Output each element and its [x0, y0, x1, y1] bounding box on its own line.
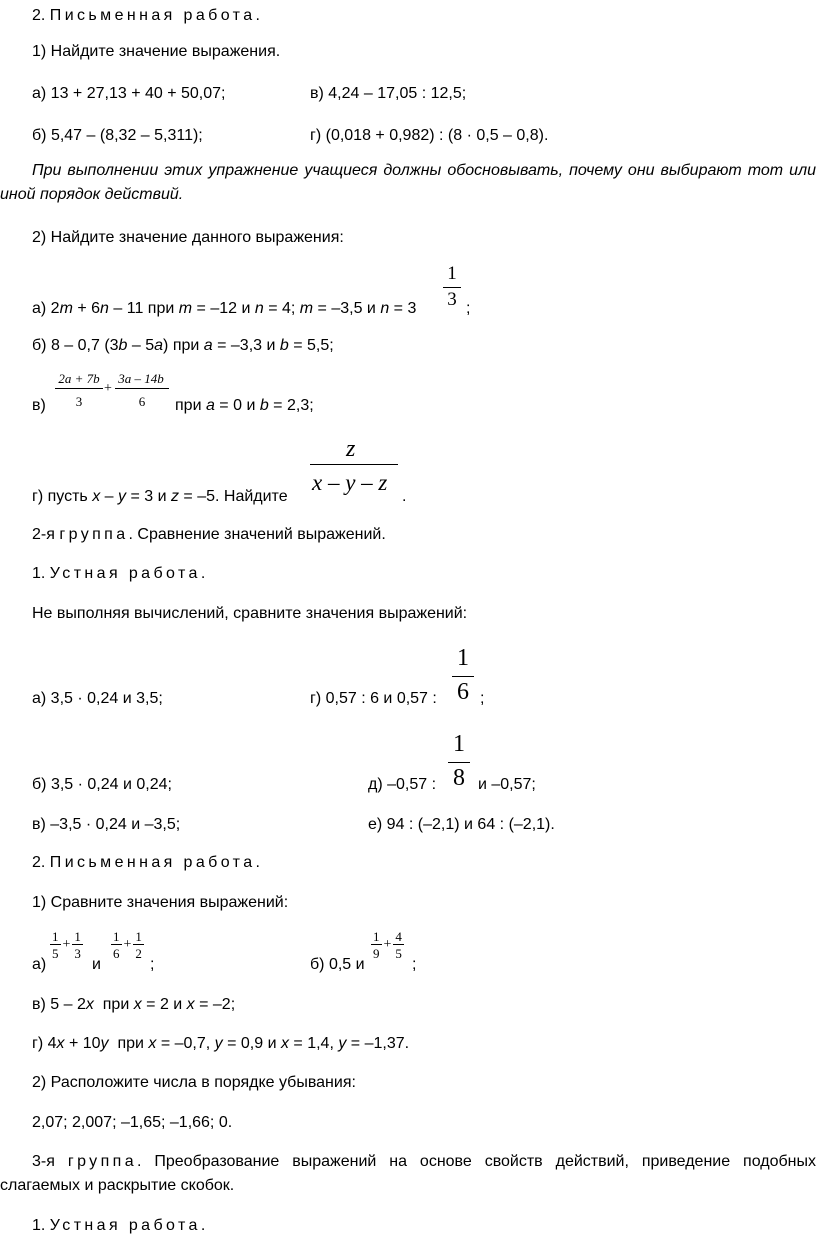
compare-item-g — [32, 1034, 409, 1054]
fraction-numerator: 1 — [52, 929, 59, 944]
compare-item-a-formula — [50, 930, 83, 960]
fraction-numerator: 1 — [113, 929, 120, 944]
text: = 4; — [263, 300, 300, 317]
group-number: 2-я — [32, 526, 55, 543]
var-b: b — [118, 337, 128, 354]
task-2-item-a — [32, 299, 416, 319]
var-x: x — [133, 996, 142, 1013]
var-a: a — [203, 337, 213, 354]
fraction-denominator: 6 — [138, 394, 146, 409]
text: = 1,4, — [288, 1035, 339, 1052]
semicolon: ; — [150, 956, 155, 973]
fraction-numerator: 1 — [443, 264, 461, 288]
period: . — [402, 488, 407, 505]
text: = –1,37. — [346, 1035, 410, 1052]
text: = 0,9 и — [222, 1035, 281, 1052]
fraction — [393, 930, 404, 960]
text: – — [100, 488, 118, 505]
fraction-denominator: 3 — [74, 946, 81, 961]
fraction-denominator: 5 — [395, 946, 402, 961]
order-heading: 2) Расположите числа в порядке убывания: — [32, 1074, 356, 1091]
group-word: группа — [59, 526, 129, 543]
group-number: 3-я — [32, 1153, 55, 1170]
compare-item-a-label: а) — [32, 956, 47, 973]
compare-item-b-label: б) 0,5 и — [310, 956, 365, 973]
group-topic: . Сравнение значений выражений. — [128, 526, 386, 543]
text: + 10 — [64, 1035, 101, 1052]
semicolon: ; — [480, 690, 485, 707]
text: а) 2 — [32, 300, 60, 317]
fraction-denominator: 8 — [453, 765, 465, 791]
teacher-note: При выполнении этих упражнение учащиеся должны обосновывать, почему они выбирают тот или иной порядок действий. — [0, 162, 816, 203]
var-x: x — [280, 1035, 289, 1052]
conjunction: и — [92, 956, 101, 973]
var-y: y — [214, 1035, 223, 1052]
plus-sign: + — [383, 937, 392, 952]
fraction-denominator: 6 — [113, 946, 120, 961]
var-y: y — [338, 1035, 347, 1052]
text: = –12 и — [192, 300, 255, 317]
fraction-denominator: 2 — [135, 946, 142, 961]
var-m: m — [59, 300, 73, 317]
task-1-item-v: в) 4,24 – 17,05 : 12,5; — [310, 85, 467, 102]
var-m: m — [299, 300, 314, 317]
var-m: m — [178, 300, 193, 317]
compare-item-b-formula — [371, 930, 404, 960]
group-topic: . Преобразование выражений на основе свойств действий, приведение подобных слагаемых и раскрытие скобок. — [0, 1153, 816, 1194]
compare-heading: 1) Сравните значения выражений: — [32, 894, 289, 911]
fraction-bar — [55, 388, 103, 389]
oral-item-g: г) 0,57 : 6 и 0,57 : — [310, 690, 437, 707]
oral-item-d-end: и –0,57; — [478, 776, 536, 793]
var-n: n — [100, 300, 109, 317]
section-title-written-2 — [32, 853, 263, 873]
plus-sign: + — [123, 937, 132, 952]
text: = –5. Найдите — [178, 488, 288, 505]
text: = –0,7, — [156, 1035, 215, 1052]
section-title-text: Письменная работа. — [49, 854, 264, 871]
text: + 6 — [72, 300, 101, 317]
fraction-bar — [310, 464, 398, 465]
task-2-item-v-label: в) — [32, 397, 46, 414]
text: в) 5 – 2 — [32, 996, 86, 1013]
fraction-denominator: 9 — [373, 946, 380, 961]
task-1-item-a: а) 13 + 27,13 + 40 + 50,07; — [32, 85, 226, 102]
fraction-numerator: 1 — [74, 929, 81, 944]
task-2-item-v-condition — [175, 396, 314, 416]
task-2-heading: 2) Найдите значение данного выражения: — [32, 229, 344, 246]
text: = –3,5 и — [313, 300, 381, 317]
section-title-oral-2 — [32, 1216, 209, 1236]
var-x: x — [85, 996, 94, 1013]
fraction-numerator: 1 — [373, 929, 380, 944]
fraction-numerator: 1 — [135, 929, 142, 944]
text: г) пусть — [32, 488, 93, 505]
var-b: b — [279, 337, 289, 354]
var-y: y — [100, 1035, 109, 1052]
section-title-written-1 — [32, 6, 263, 26]
group-3-title — [0, 1150, 816, 1198]
var-y: y — [118, 488, 126, 505]
var-x: x — [186, 996, 195, 1013]
task-2-item-g — [32, 487, 288, 507]
text: = 3 — [389, 300, 417, 317]
text: – 11 при — [108, 300, 179, 317]
fraction-numerator: 1 — [452, 646, 474, 677]
fraction-numerator: z — [346, 436, 356, 462]
fraction — [133, 930, 144, 960]
text: б) 8 – 0,7 (3 — [32, 337, 119, 354]
text: г) 4 — [32, 1035, 57, 1052]
text: ) при — [163, 337, 204, 354]
fraction-denominator: 3 — [75, 394, 83, 409]
section-number: 2. — [32, 7, 46, 24]
fraction-one-third — [443, 264, 461, 309]
text: при — [93, 996, 134, 1013]
order-numbers: 2,07; 2,007; –1,65; –1,66; 0. — [32, 1114, 233, 1131]
var-b: b — [259, 397, 269, 414]
text: = 2,3; — [268, 397, 314, 414]
oral-item-d: д) –0,57 : — [368, 776, 437, 793]
section-title-oral-1 — [32, 564, 209, 584]
section-title-text: Устная работа. — [49, 1217, 209, 1234]
text: = 0 и — [214, 397, 260, 414]
var-x: x — [148, 1035, 157, 1052]
section-number: 2. — [32, 854, 46, 871]
fraction-denominator: 5 — [52, 946, 59, 961]
fraction — [72, 930, 83, 960]
text: при — [175, 397, 206, 414]
fraction — [50, 930, 61, 960]
var-x: x — [56, 1035, 65, 1052]
compare-item-a-formula-2 — [111, 930, 144, 960]
var-x: x — [92, 488, 101, 505]
fraction-numerator: 4 — [395, 929, 402, 944]
fraction-numerator: 1 — [448, 732, 470, 763]
section-number: 1. — [32, 565, 46, 582]
task-1-heading: 1) Найдите значение выражения. — [32, 43, 281, 60]
text: = –3,3 и — [212, 337, 280, 354]
fraction-bar — [115, 388, 169, 389]
oral-item-b: б) 3,5 · 0,24 и 0,24; — [32, 776, 172, 793]
compare-item-v — [32, 995, 235, 1015]
task-1-item-b: б) 5,47 – (8,32 – 5,311); — [32, 127, 203, 144]
fraction — [111, 930, 122, 960]
fraction-denominator: 3 — [447, 289, 457, 310]
task-1-item-g: г) (0,018 + 0,982) : (8 · 0,5 – 0,8). — [310, 127, 549, 144]
fraction-one-sixth — [452, 646, 474, 704]
var-z: z — [170, 488, 179, 505]
text: = –2; — [194, 996, 236, 1013]
oral-heading: Не выполняя вычислений, сравните значения выражений: — [32, 605, 468, 622]
plus-sign: + — [104, 381, 112, 396]
fraction-denominator: 6 — [457, 679, 469, 705]
group-word: группа — [67, 1153, 138, 1170]
section-title-text: Письменная работа. — [49, 7, 264, 24]
oral-item-a: а) 3,5 · 0,24 и 3,5; — [32, 690, 163, 707]
var-a: a — [154, 337, 164, 354]
semicolon: ; — [466, 300, 471, 317]
oral-item-v: в) –3,5 · 0,24 и –3,5; — [32, 816, 181, 833]
section-number: 1. — [32, 1217, 46, 1234]
fraction — [371, 930, 382, 960]
fraction-one-eighth — [448, 732, 470, 790]
fraction-numerator: 3a – 14b — [118, 371, 164, 386]
text: при — [108, 1035, 149, 1052]
group-2-title — [32, 525, 386, 545]
task-2-item-b — [32, 336, 334, 356]
section-title-text: Устная работа. — [49, 565, 209, 582]
plus-sign: + — [62, 937, 71, 952]
fraction-denominator: x – y – z — [312, 470, 388, 495]
var-n: n — [254, 300, 264, 317]
text: = 2 и — [141, 996, 187, 1013]
var-n: n — [380, 300, 390, 317]
fraction-numerator: 2a + 7b — [58, 371, 100, 386]
semicolon: ; — [412, 956, 417, 973]
oral-item-e: е) 94 : (–2,1) и 64 : (–2,1). — [368, 816, 555, 833]
var-a: a — [205, 397, 215, 414]
text: = 3 и — [126, 488, 171, 505]
text: – 5 — [127, 337, 155, 354]
text: = 5,5; — [288, 337, 334, 354]
